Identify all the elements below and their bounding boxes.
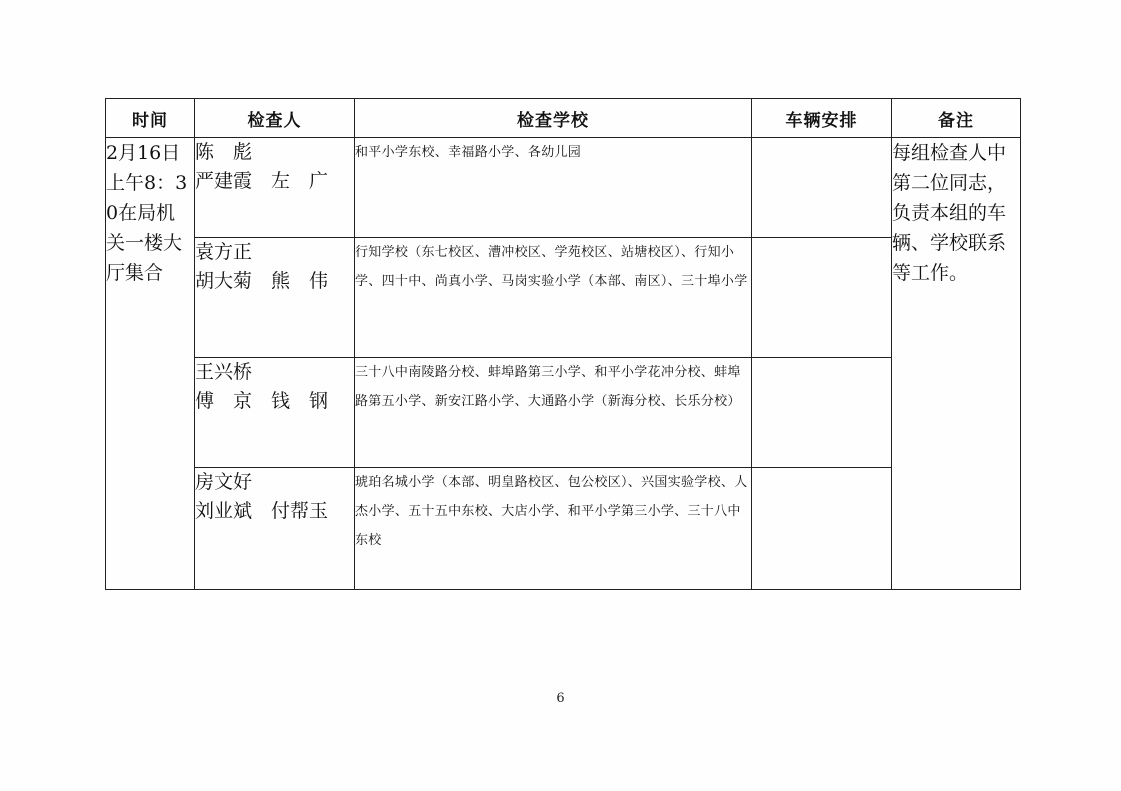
header-time: 时间 [106,99,195,138]
inspectors-cell [195,138,355,238]
schools-cell: 琥珀名城小学（本部、明皇路校区、包公校区）、兴国实验学校、人杰小学、五十五中东校、大店小学、和平小学第三小学、三十八中东校 [355,468,752,590]
remark-cell: 每组检查人中第二位同志，负责本组的车辆、学校联系等工作。 [892,138,1021,590]
inspectors-cell [195,468,355,590]
inspectors-cell [195,238,355,358]
vehicle-cell [752,138,892,238]
inspector-lead: 房文好 [195,471,253,493]
inspector-lead: 袁方正 [195,241,253,263]
vehicle-cell [752,468,892,590]
inspector-members: 严建霞 左 广 [195,170,329,192]
table-row [106,138,1021,238]
vehicle-cell [752,238,892,358]
header-vehicles: 车辆安排 [752,99,892,138]
inspectors-cell [195,358,355,468]
inspector-members: 刘业斌 付帮玉 [195,500,329,522]
table-header-row [106,99,1021,138]
table-row [106,468,1021,590]
inspector-lead: 王兴桥 [195,361,253,383]
page-number: 6 [556,691,565,706]
header-remarks: 备注 [892,99,1021,138]
inspector-members: 傅 京 钱 钢 [195,390,329,412]
schools-cell: 行知学校（东七校区、漕冲校区、学苑校区、站塘校区）、行知小学、四十中、尚真小学、马岗实验小学（本部、南区）、三十埠小学 [355,238,752,358]
table-row [106,358,1021,468]
schools-cell: 和平小学东校、幸福路小学、各幼儿园 [355,138,752,238]
vehicle-cell [752,358,892,468]
table-row [106,238,1021,358]
schools-cell: 三十八中南陵路分校、蚌埠路第三小学、和平小学花冲分校、蚌埠路第五小学、新安江路小学、大通路小学（新海分校、长乐分校） [355,358,752,468]
header-inspectors: 检查人 [195,99,355,138]
inspection-schedule-table [105,98,1021,590]
inspector-lead: 陈 彪 [195,141,253,163]
time-cell: 2月16日上午8：30在局机关一楼大厅集合 [106,138,195,590]
header-schools: 检查学校 [355,99,752,138]
inspector-members: 胡大菊 熊 伟 [195,270,329,292]
